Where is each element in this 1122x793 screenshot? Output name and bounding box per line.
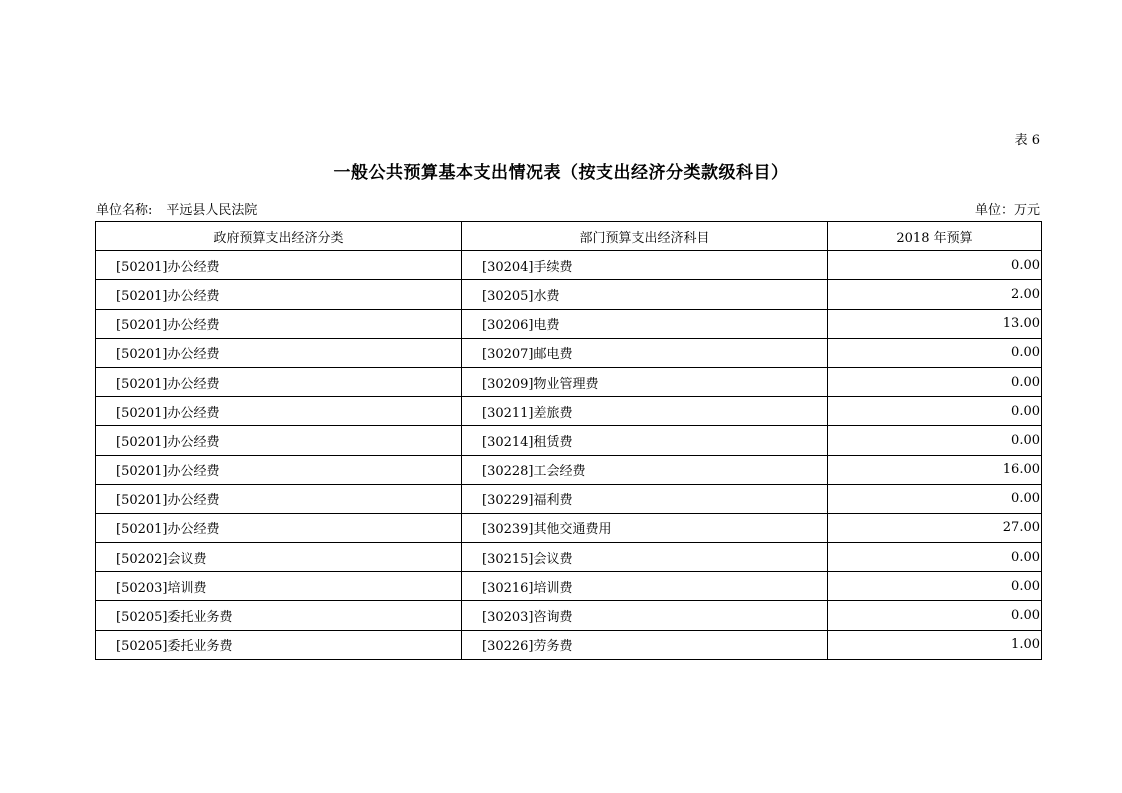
dept-item-cell: [30203]咨询费 [462, 601, 828, 630]
gov-class-cell: [50203]培训费 [96, 572, 462, 601]
dept-item-cell: [30206]电费 [462, 309, 828, 338]
amount-cell: 2.00 [828, 280, 1042, 309]
column-header-gov-class: 政府预算支出经济分类 [96, 222, 462, 251]
page-title: 一般公共预算基本支出情况表（按支出经济分类款级科目） [333, 163, 789, 183]
gov-class-cell: [50201]办公经费 [96, 455, 462, 484]
table-number: 表 6 [1014, 133, 1040, 148]
amount-cell: 0.00 [828, 338, 1042, 367]
amount-cell: 0.00 [828, 426, 1042, 455]
amount-cell: 0.00 [828, 484, 1042, 513]
dept-item-cell: [30207]邮电费 [462, 338, 828, 367]
gov-class-cell: [50205]委托业务费 [96, 601, 462, 630]
table-row [96, 601, 1042, 630]
amount-cell: 0.00 [828, 601, 1042, 630]
gov-class-cell: [50201]办公经费 [96, 426, 462, 455]
unit-name-label: 单位名称: [96, 203, 153, 218]
dept-item-cell: [30239]其他交通费用 [462, 513, 828, 542]
table-row [96, 251, 1042, 280]
gov-class-cell: [50201]办公经费 [96, 397, 462, 426]
amount-cell: 13.00 [828, 309, 1042, 338]
amount-cell: 16.00 [828, 455, 1042, 484]
table-row [96, 397, 1042, 426]
dept-item-cell: [30226]劳务费 [462, 630, 828, 659]
gov-class-cell: [50201]办公经费 [96, 309, 462, 338]
gov-class-cell: [50205]委托业务费 [96, 630, 462, 659]
dept-item-cell: [30216]培训费 [462, 572, 828, 601]
amount-cell: 0.00 [828, 397, 1042, 426]
amount-cell: 27.00 [828, 513, 1042, 542]
table-row [96, 309, 1042, 338]
dept-item-cell: [30204]手续费 [462, 251, 828, 280]
amount-cell: 0.00 [828, 367, 1042, 396]
column-header-dept-item: 部门预算支出经济科目 [462, 222, 828, 251]
gov-class-cell: [50201]办公经费 [96, 367, 462, 396]
dept-item-cell: [30215]会议费 [462, 543, 828, 572]
amount-cell: 0.00 [828, 543, 1042, 572]
column-header-budget-2018: 2018 年预算 [828, 222, 1042, 251]
gov-class-cell: [50201]办公经费 [96, 513, 462, 542]
gov-class-cell: [50201]办公经费 [96, 338, 462, 367]
currency-unit: 单位：万元 [974, 203, 1040, 218]
dept-item-cell: [30214]租赁费 [462, 426, 828, 455]
amount-cell: 1.00 [828, 630, 1042, 659]
table-row [96, 426, 1042, 455]
table-row [96, 484, 1042, 513]
amount-cell: 0.00 [828, 251, 1042, 280]
gov-class-cell: [50201]办公经费 [96, 280, 462, 309]
table-row [96, 513, 1042, 542]
gov-class-cell: [50201]办公经费 [96, 484, 462, 513]
dept-item-cell: [30228]工会经费 [462, 455, 828, 484]
unit-name-value: 平远县人民法院 [166, 203, 258, 218]
unit-name [96, 199, 257, 218]
dept-item-cell: [30205]水费 [462, 280, 828, 309]
budget-table [95, 221, 1042, 660]
dept-item-cell: [30211]差旅费 [462, 397, 828, 426]
table-row [96, 572, 1042, 601]
amount-cell: 0.00 [828, 572, 1042, 601]
table-row [96, 543, 1042, 572]
dept-item-cell: [30209]物业管理费 [462, 367, 828, 396]
table-row [96, 455, 1042, 484]
table-row [96, 338, 1042, 367]
table-header-row [96, 222, 1042, 251]
gov-class-cell: [50202]会议费 [96, 543, 462, 572]
dept-item-cell: [30229]福利费 [462, 484, 828, 513]
table-row [96, 630, 1042, 659]
table-row [96, 367, 1042, 396]
gov-class-cell: [50201]办公经费 [96, 251, 462, 280]
table-row [96, 280, 1042, 309]
